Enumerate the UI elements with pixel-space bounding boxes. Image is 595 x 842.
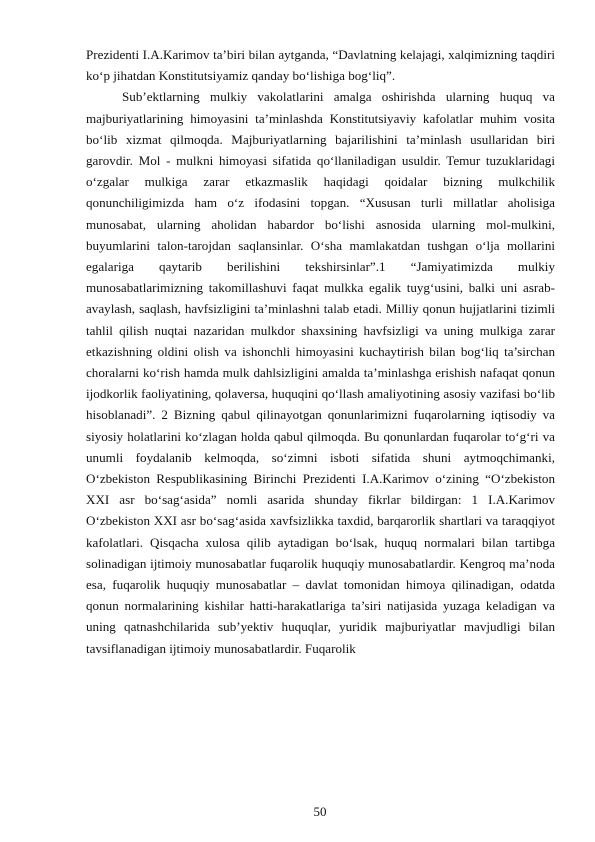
paragraph-1: Prezidenti I.A.Karimov ta’biri bilan aytganda, “Davlatning kelajagi, xalqimizning taqdiri ko‘p jihatdan Konstitutsiyamiz qanday bo‘lishiga bog‘liq”. [86, 47, 555, 84]
page-number: 50 [313, 804, 327, 819]
paragraph-2: Sub’ektlarning mulkiy vakolatlarini amalga oshirishda ularning huquq va majburiyatlarining himoyasini ta’minlashda Konstitutsiyaviy kafolatlar muhim vosita bo‘lib xizmat qilmoqda. Majburiyatlarning bajarilishini ta’minlash usullaridan biri garovdir. Mol - mulkni himoyasi sifatida qo‘llaniladigan usuldir. Temur tuzuklaridagi o‘zgalar mulkiga zarar etkazmaslik haqidagi qoidalar bizning mulkchilik qonunchiligimizda ham o‘z ifodasini topgan. “Xususan turli millatlar aholisiga munosabat, ularning aholidan habardor bo‘lishi asnosida ularning mol-mulkini, buyumlarini talon-tarojdan saqlansinlar. O‘sha mamlakatdan tushgan o‘lja mollarini egalariga qaytarib berilishini tekshirsinlar”.1 “Jamiyatimizda mulkiy munosabatlarimizning takomillashuvi faqat mulkka egalik tuyg‘usini, balki uni asrab-avaylash, saqlash, havfsizligini ta’minlashni talab etadi. Milliy qonun hujjatlarini tizimli tahlil qilish nuqtai nazaridan mulkdor shaxsining havfsizligi va uning mulkiga zarar etkazishning oldini olish va ishonchli himoyasini kuchaytirish bilan bog‘liq ta’sirchan choralarni ko‘rish hamda mulk dahlsizligini amalda ta’minlashga erishish nafaqat qonun ijodkorlik faoliyatining, qolaversa, huquqini qo‘llash amaliyotining asosiy vazifasi bo‘lib hisoblanadi”. 2 Bizning qabul qilinayotgan qonunlarimizni fuqarolarning iqtisodiy va siyosiy holatlarini ko‘zlagan holda qabul qilmoqda. Bu qonunlardan fuqarolar to‘g‘ri va unumli foydalanib kelmoqda, so‘zimni isboti sifatida shuni aytmoqchimanki, O‘zbekiston Respublikasining Birinchi Prezidenti I.A.Karimov o‘zining “O‘zbekiston XXI asr bo‘sag‘asida” nomli asarida shunday fikrlar bildirgan: 1 I.A.Karimov O‘zbekiston XXI asr bo‘sag‘asida xavfsizlikka taxdid, barqarorlik shartlari va taraqqiyot kafolatlari. Qisqacha xulosa qilib aytadigan bo‘lsak, huquq normalari bilan tartibga solinadigan ijtimoiy munosabatlar fuqarolik huquqiy munosabatlardir. Kengroq ma’noda esa, fuqarolik huquqiy munosabatlar – davlat tomonidan himoya qilinadigan, odatda qonun normalarining kishilar hatti-harakatlariga ta’siri natijasida yuzaga keladigan va uning qatnashchilarida sub’yektiv huquqlar, yuridik majburiyatlar mavjudligi bilan tavsiflanadigan ijtimoiy munosabatlardir. Fuqarolik [86, 89, 555, 656]
body-text [86, 44, 555, 659]
